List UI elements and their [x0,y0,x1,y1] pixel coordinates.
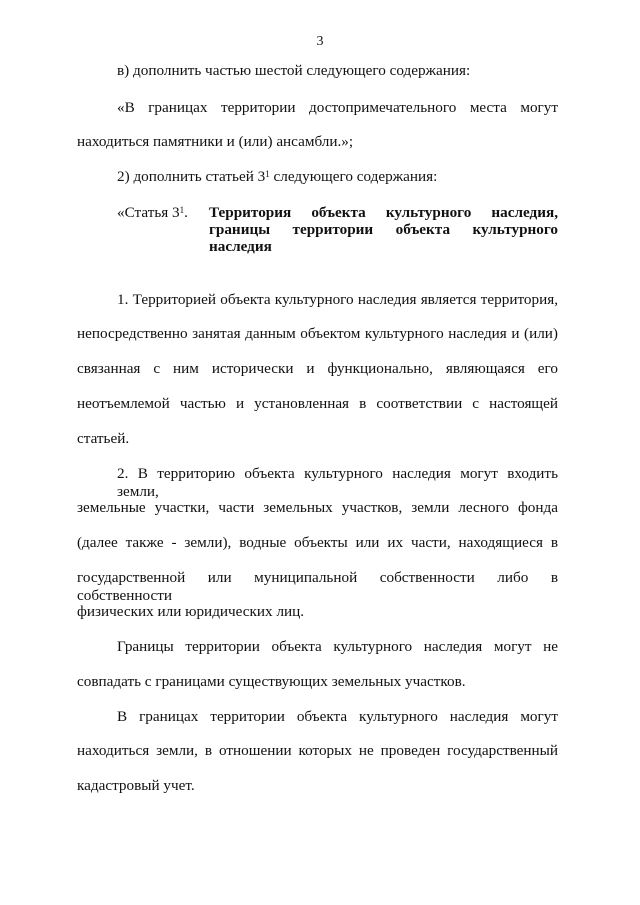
para1-line-4: неотъемлемой частью и установленная в соответствии с настоящей [77,395,558,412]
quote-line-2: находиться памятники и (или) ансамбли.»; [77,133,354,150]
para3-line-1: Границы территории объекта культурного наследия могут не [117,638,558,655]
para4-line-3: кадастровый учет. [77,777,195,794]
article-title-row-2: границы территории объекта культурного [209,221,558,238]
para3-line-2: совпадать с границами существующих земельных участков. [77,673,466,690]
para4-line-2: находиться земли, в отношении которых не проведен государственный [77,742,558,759]
para2-line-4: государственной или муниципальной собственности либо в собственности [77,569,558,604]
para2-line-1: 2. В территорию объекта культурного наследия могут входить земли, [117,465,558,500]
quote-line-1: «В границах территории достопримечательного места могут [117,99,558,116]
item-2 [117,168,437,186]
article-label-text: «Статья 3 [117,204,180,221]
article-label-dot: . [184,204,188,221]
item-2-text-tail: следующего содержания: [269,168,438,185]
para1-line-3: связанная с ним исторически и функционально, являющаяся его [77,360,558,377]
item-2-superscript: 1 [265,169,270,179]
article-label-superscript: 1 [179,205,185,215]
article-title [209,204,558,255]
item-v: в) дополнить частью шестой следующего содержания: [117,62,471,79]
para1-line-1: 1. Территорией объекта культурного наследия является территория, [117,291,558,308]
article-title-row-1: Территория объекта культурного наследия, [209,204,558,221]
article-label [117,204,188,222]
article-title-row-3: наследия [209,238,272,255]
para1-line-2: непосредственно занятая данным объектом культурного наследия и (или) [77,325,558,342]
para2-line-5: физических или юридических лиц. [77,603,305,620]
para2-line-3: (далее также - земли), водные объекты или их части, находящиеся в [77,534,558,551]
item-2-text: 2) дополнить статьей 3 [117,168,266,185]
para2-line-2: земельные участки, части земельных участков, земли лесного фонда [77,499,558,516]
para1-line-5: статьей. [77,430,130,447]
page-number: 3 [316,34,324,49]
para4-line-1: В границах территории объекта культурного наследия могут [117,708,558,725]
